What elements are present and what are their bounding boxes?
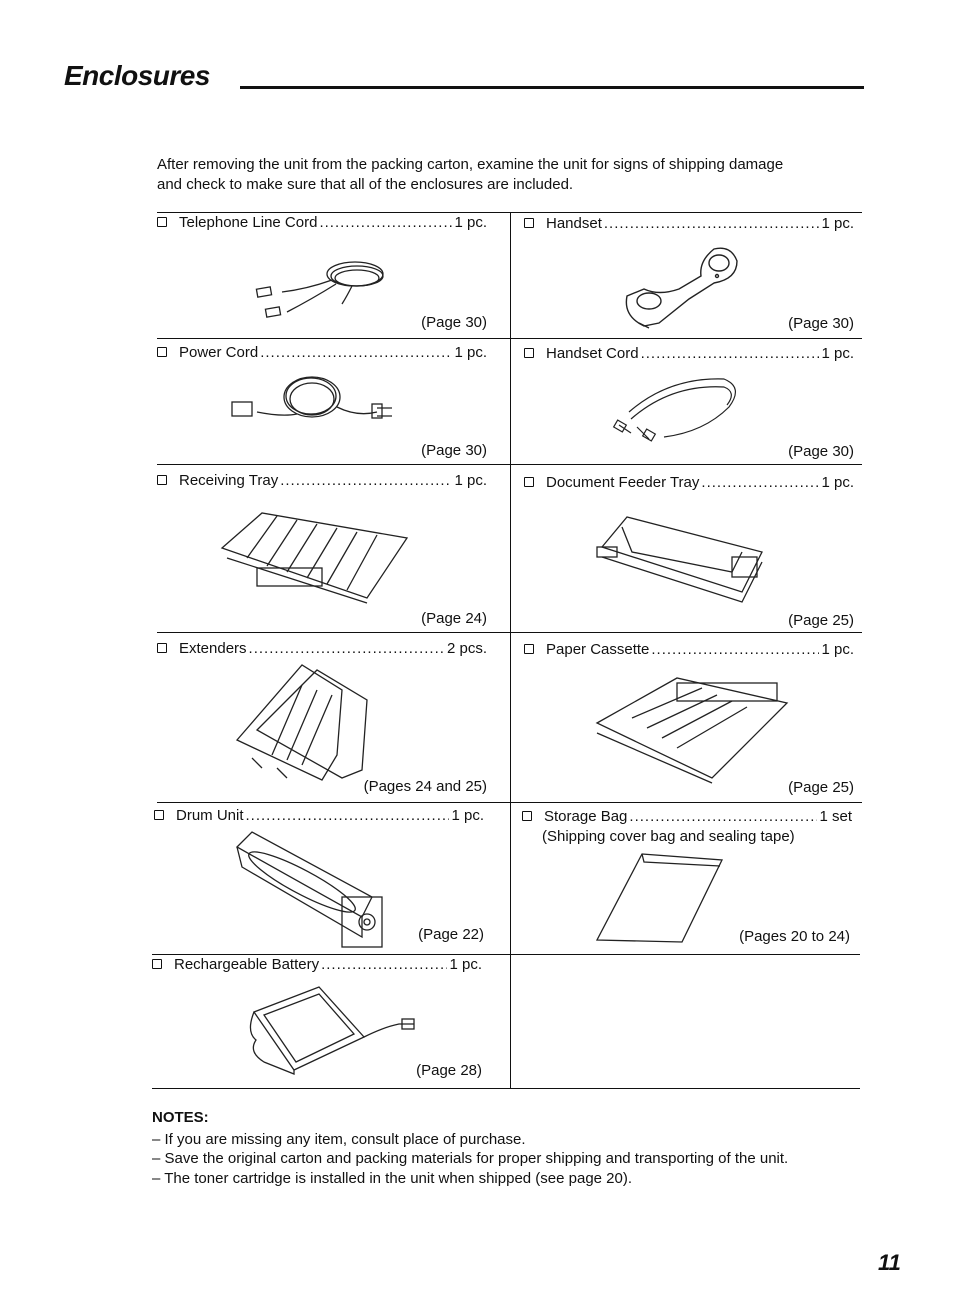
item-qty: 2 pcs. [446, 640, 487, 657]
item-name: Handset [546, 215, 602, 232]
title-rule [240, 86, 864, 89]
checkbox-icon [524, 644, 534, 654]
item-name: Receiving Tray [179, 472, 279, 489]
item-qty: 1 pc. [449, 956, 482, 973]
enclosure-extenders [157, 640, 487, 800]
page-reference: (Page 28) [416, 1062, 482, 1079]
document-feeder-tray-icon [592, 512, 767, 607]
enclosure-paper-cassette [524, 641, 854, 801]
item-qty: 1 pc. [821, 345, 854, 362]
intro-text [157, 155, 867, 195]
checkbox-icon [157, 475, 167, 485]
drum-unit-icon [232, 827, 397, 952]
item-qty: 1 pc. [821, 474, 854, 491]
handset-icon [619, 241, 749, 331]
page-reference: (Page 25) [788, 779, 854, 796]
enclosure-drum-unit [154, 807, 484, 954]
leader-dots [319, 214, 452, 231]
row-divider [152, 1088, 860, 1089]
checkbox-icon [524, 218, 534, 228]
checkbox-icon [524, 348, 534, 358]
page-reference: (Page 22) [418, 926, 484, 943]
enclosure-handset [524, 215, 854, 337]
paper-cassette-icon [592, 673, 792, 783]
notes-section [152, 1108, 788, 1188]
checkbox-icon [157, 643, 167, 653]
row-divider [157, 802, 862, 803]
item-name: Rechargeable Battery [174, 956, 320, 973]
handset-cord-icon [609, 367, 744, 447]
leader-dots [246, 807, 450, 824]
page-reference: (Pages 24 and 25) [363, 778, 487, 795]
checkbox-icon [524, 477, 534, 487]
item-name: Paper Cassette [546, 641, 650, 658]
leader-dots [651, 641, 819, 658]
note-line: – The toner cartridge is installed in the unit when shipped (see page 20). [152, 1169, 633, 1187]
item-qty: 1 set [819, 808, 852, 825]
checkbox-icon [157, 217, 167, 227]
item-name: Extenders [179, 640, 247, 657]
page-reference: (Page 24) [421, 610, 487, 627]
receiving-tray-icon [217, 508, 412, 603]
page-reference: (Pages 20 to 24) [739, 928, 850, 945]
item-name: Handset Cord [546, 345, 639, 362]
item-name: Document Feeder Tray [546, 474, 700, 491]
checkbox-icon [157, 347, 167, 357]
rechargeable-battery-icon [244, 982, 424, 1077]
page-reference: (Page 30) [421, 314, 487, 331]
enclosure-handset-cord [524, 345, 854, 465]
storage-bag-icon [592, 852, 727, 947]
item-subtitle: (Shipping cover bag and sealing tape) [542, 828, 795, 845]
enclosure-power-cord [157, 344, 487, 464]
checkbox-icon [152, 959, 162, 969]
enclosure-telephone-line-cord [157, 214, 487, 336]
extenders-icon [232, 660, 372, 785]
checkbox-icon [154, 810, 164, 820]
leader-dots [701, 474, 819, 491]
page-reference: (Page 30) [788, 443, 854, 460]
item-name: Power Cord [179, 344, 259, 361]
checkbox-icon [522, 811, 532, 821]
item-name: Drum Unit [176, 807, 244, 824]
telephone-line-cord-icon [252, 254, 392, 324]
item-qty: 1 pc. [821, 215, 854, 232]
page-number: 11 [878, 1250, 901, 1275]
leader-dots [629, 808, 817, 825]
row-divider [157, 338, 862, 339]
page-title: Enclosures [64, 60, 210, 91]
page-reference: (Page 30) [788, 315, 854, 332]
item-name: Storage Bag [544, 808, 628, 825]
note-line: – If you are missing any item, consult place of purchase. [152, 1130, 526, 1148]
note-line: – Save the original carton and packing materials for proper shipping and transporting of the unit. [152, 1150, 789, 1167]
row-divider [157, 212, 862, 213]
item-qty: 1 pc. [451, 807, 484, 824]
row-divider [152, 954, 860, 955]
page-reference: (Page 30) [421, 442, 487, 459]
enclosure-document-feeder-tray [524, 474, 854, 634]
item-qty: 1 pc. [454, 472, 487, 489]
leader-dots [641, 345, 820, 362]
power-cord-icon [227, 372, 402, 432]
item-qty: 1 pc. [821, 641, 854, 658]
leader-dots [321, 956, 447, 973]
item-name: Telephone Line Cord [179, 214, 318, 231]
intro-line: After removing the unit from the packing carton, examine the unit for signs of shipping damage [157, 156, 784, 173]
column-divider [510, 212, 511, 1088]
leader-dots [280, 472, 452, 489]
leader-dots [260, 344, 452, 361]
intro-line: and check to make sure that all of the enclosures are included. [157, 176, 574, 193]
enclosure-receiving-tray [157, 472, 487, 632]
leader-dots [604, 215, 820, 232]
enclosure-storage-bag [522, 808, 852, 954]
leader-dots [249, 640, 445, 657]
page-reference: (Page 25) [788, 612, 854, 629]
enclosure-rechargeable-battery [152, 956, 482, 1086]
notes-heading: NOTES: [152, 1109, 209, 1126]
item-qty: 1 pc. [454, 214, 487, 231]
item-qty: 1 pc. [454, 344, 487, 361]
